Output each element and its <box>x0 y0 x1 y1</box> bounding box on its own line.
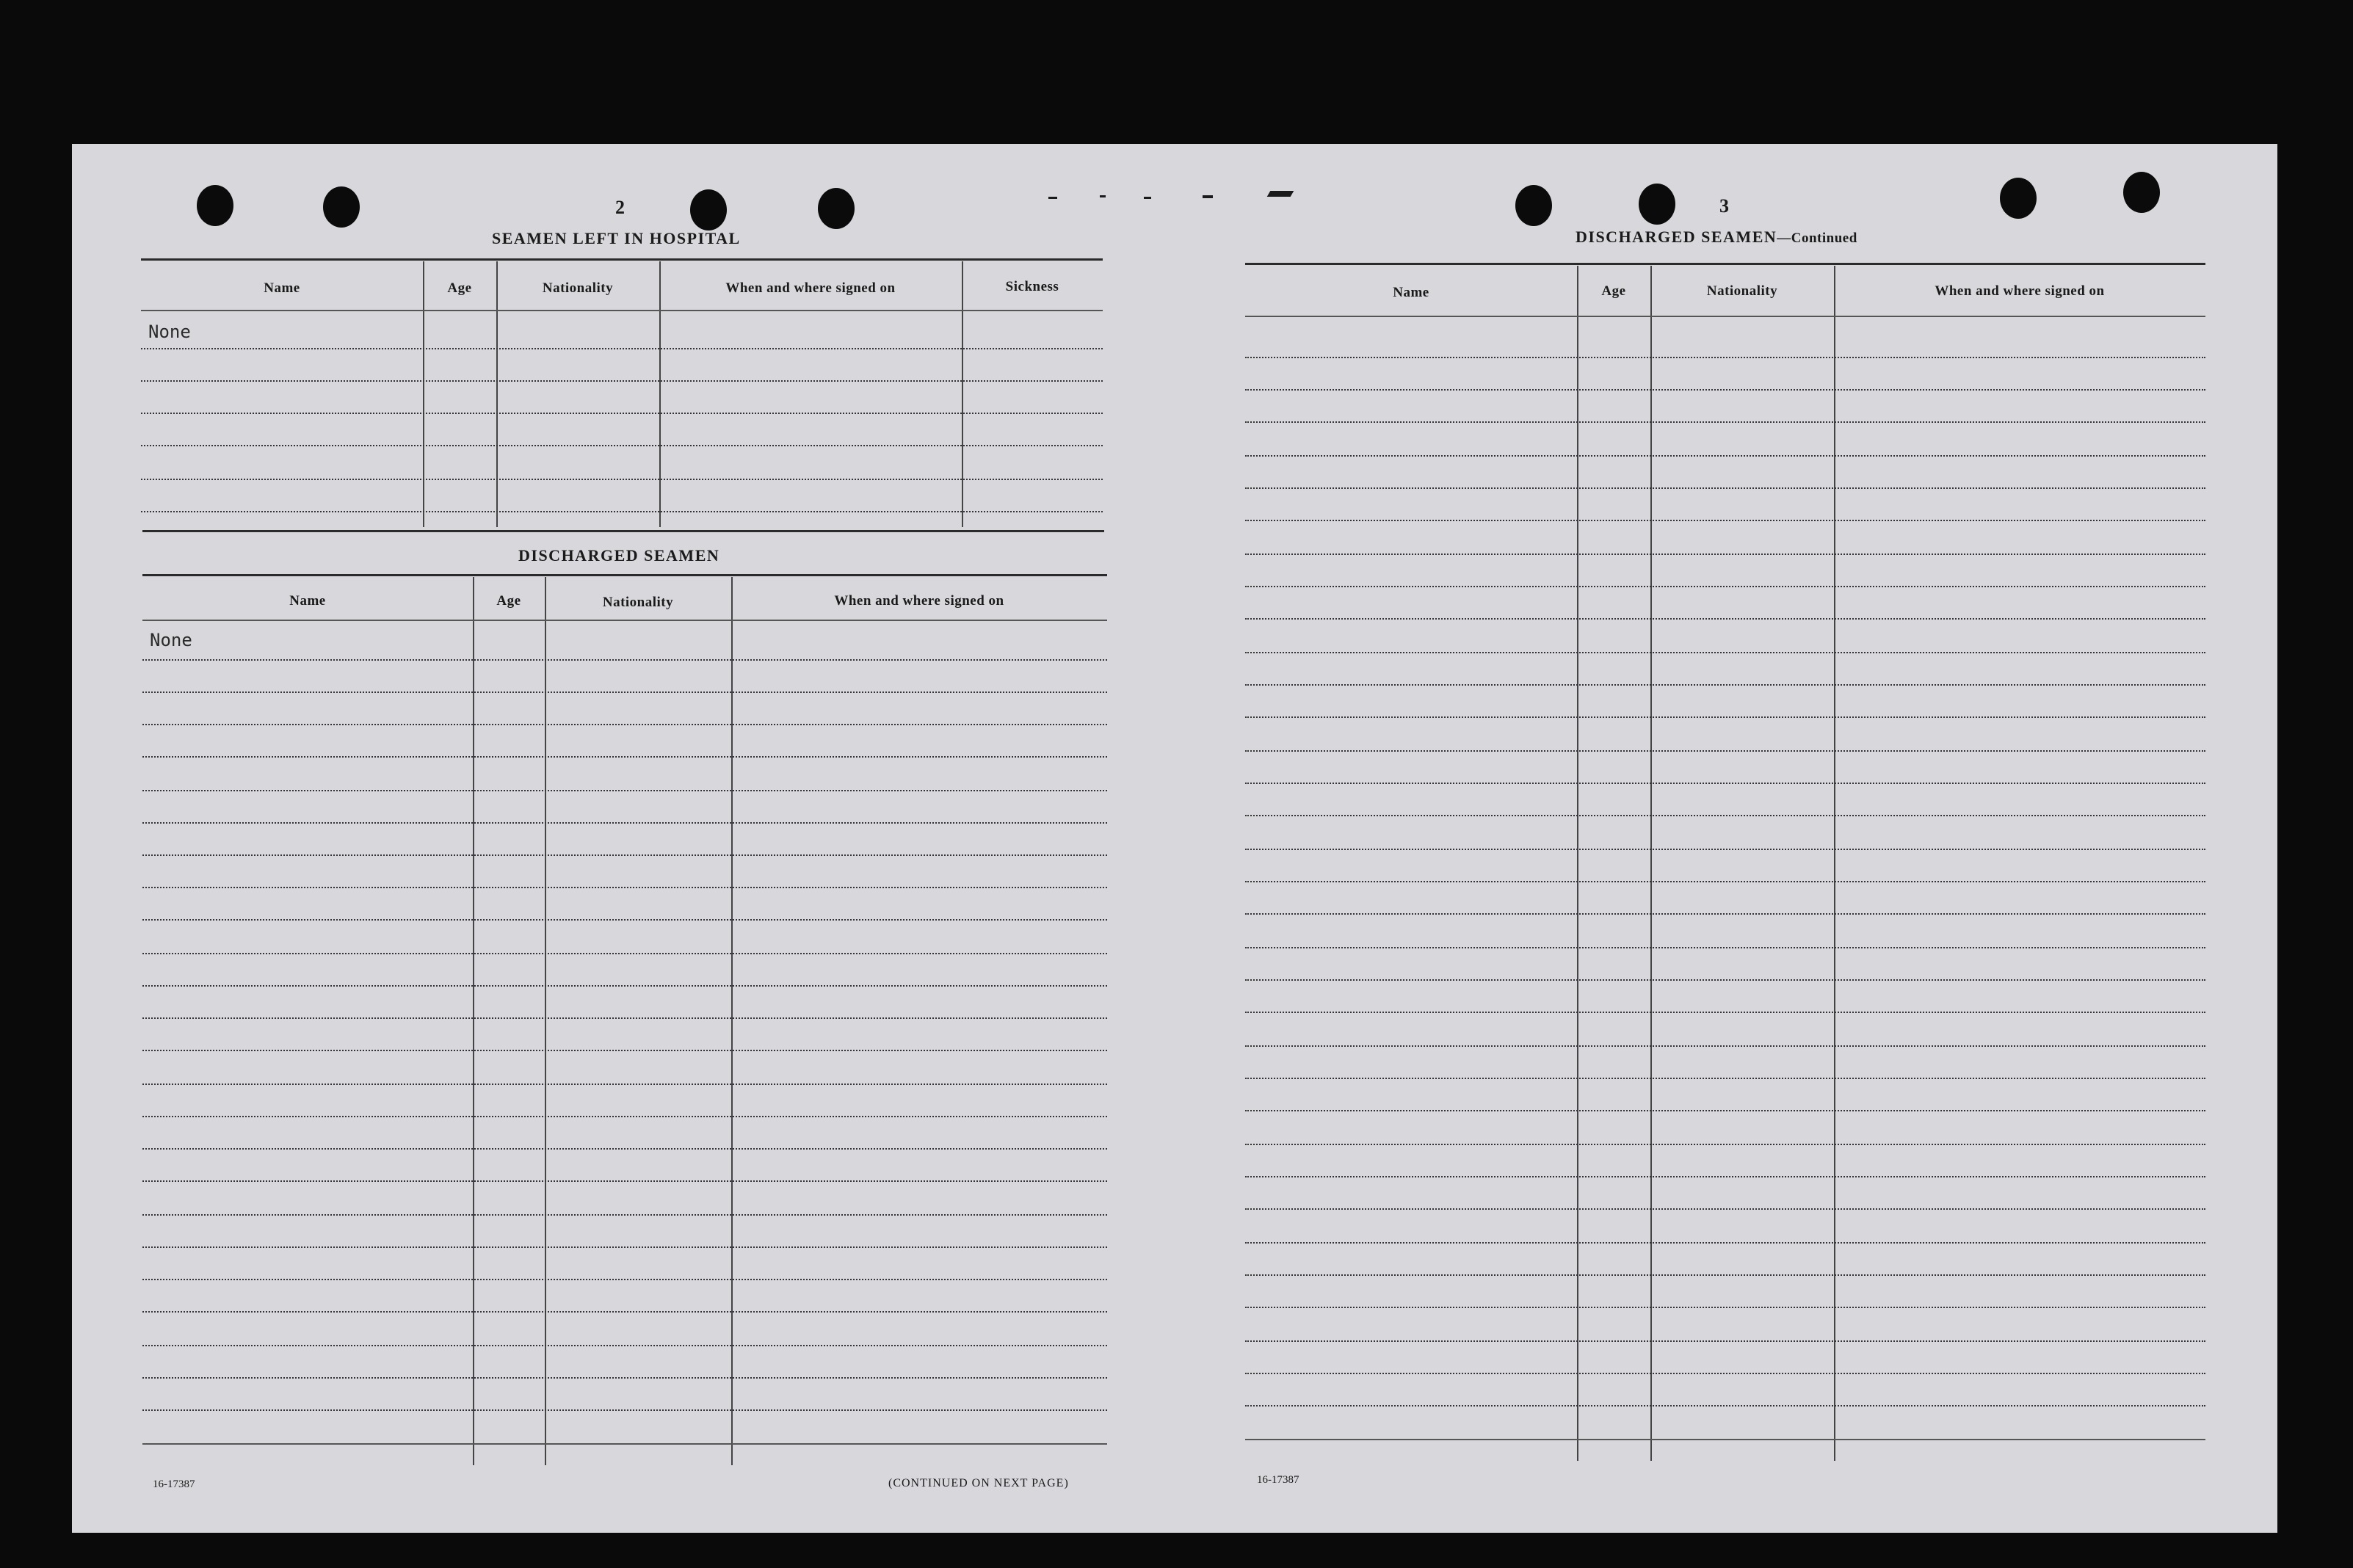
column-header: Name <box>1393 285 1429 300</box>
row-line <box>1245 553 2205 555</box>
row-line <box>1245 684 2205 686</box>
column-divider <box>731 577 733 1465</box>
row-line <box>142 1246 1107 1248</box>
row-line <box>1245 1405 2205 1407</box>
column-header: When and where signed on <box>1935 283 2105 299</box>
row-line <box>141 380 1103 382</box>
row-line <box>1245 716 2205 718</box>
row-line <box>1245 979 2205 981</box>
column-divider <box>659 261 661 527</box>
column-divider <box>1577 266 1578 1461</box>
row-line <box>1245 750 2205 752</box>
continued-note: (CONTINUED ON NEXT PAGE) <box>888 1477 1069 1489</box>
name-entry: None <box>148 322 191 342</box>
row-line <box>142 1443 1107 1445</box>
row-line <box>142 854 1107 856</box>
row-line <box>1245 455 2205 457</box>
punch-hole <box>818 188 855 229</box>
divider <box>142 530 1104 532</box>
section-title <box>1576 228 1857 247</box>
punch-hole <box>323 186 360 228</box>
row-line <box>141 348 1103 349</box>
row-line <box>1245 849 2205 850</box>
row-line <box>141 445 1103 446</box>
section-title: DISCHARGED SEAMEN <box>518 546 720 565</box>
ink-mark <box>1048 197 1057 199</box>
row-line <box>141 511 1103 512</box>
divider <box>142 574 1107 576</box>
column-header: Sickness <box>1005 279 1059 294</box>
row-line <box>1245 586 2205 587</box>
row-line <box>142 822 1107 824</box>
ink-mark <box>1100 195 1106 197</box>
column-header: Nationality <box>602 595 674 610</box>
column-header: When and where signed on <box>834 593 1004 609</box>
column-divider <box>496 261 498 527</box>
row-line <box>1245 1110 2205 1111</box>
row-line <box>1245 652 2205 653</box>
form-number: 16-17387 <box>153 1478 195 1490</box>
row-line <box>1245 783 2205 784</box>
header-separator <box>141 310 1103 311</box>
column-header: Nationality <box>1706 283 1778 299</box>
row-line <box>1245 1340 2205 1342</box>
row-line <box>142 1409 1107 1411</box>
column-header: When and where signed on <box>725 280 896 296</box>
punch-hole <box>2000 178 2037 219</box>
row-line <box>1245 815 2205 816</box>
punch-hole <box>197 185 233 226</box>
punch-hole <box>1639 184 1675 225</box>
row-line <box>1245 1176 2205 1177</box>
row-line <box>142 985 1107 987</box>
column-divider <box>962 261 963 527</box>
form-number: 16-17387 <box>1257 1474 1299 1486</box>
row-line <box>1245 357 2205 358</box>
punch-hole <box>690 189 727 231</box>
row-line <box>1245 1242 2205 1244</box>
row-line <box>142 953 1107 954</box>
column-divider <box>1650 266 1652 1461</box>
row-line <box>1245 1274 2205 1276</box>
row-line <box>1245 487 2205 489</box>
row-line <box>1245 1045 2205 1047</box>
row-line <box>1245 1307 2205 1308</box>
divider <box>1245 263 2205 265</box>
row-line <box>142 1148 1107 1150</box>
row-line <box>142 756 1107 758</box>
row-line <box>1245 913 2205 915</box>
row-line <box>142 1050 1107 1051</box>
row-line <box>142 1084 1107 1085</box>
row-line <box>142 1345 1107 1346</box>
row-line <box>142 1214 1107 1216</box>
page-number: 2 <box>615 197 625 218</box>
row-line <box>1245 618 2205 620</box>
row-line <box>141 479 1103 480</box>
row-line <box>1245 421 2205 423</box>
row-line <box>1245 1439 2205 1440</box>
row-line <box>141 413 1103 414</box>
row-line <box>142 1180 1107 1182</box>
name-entry: None <box>150 630 192 650</box>
row-line <box>142 1377 1107 1379</box>
discharged-continued-table <box>1245 266 2205 1470</box>
row-line <box>1245 947 2205 948</box>
column-header: Name <box>289 593 326 609</box>
row-line <box>142 724 1107 725</box>
column-divider <box>545 577 546 1465</box>
punch-hole <box>1515 185 1552 226</box>
row-line <box>1245 1012 2205 1013</box>
section-title-suffix: —Continued <box>1777 231 1857 246</box>
hospital-table <box>141 261 1103 533</box>
page-number: 3 <box>1719 195 1729 217</box>
row-line <box>142 887 1107 888</box>
column-header: Age <box>1601 283 1626 299</box>
section-title: SEAMEN LEFT IN HOSPITAL <box>492 229 741 247</box>
ink-mark <box>1203 195 1213 198</box>
header-separator <box>142 620 1107 621</box>
punch-hole <box>2123 172 2160 213</box>
row-line <box>142 919 1107 921</box>
row-line <box>1245 389 2205 391</box>
row-line <box>1245 1144 2205 1145</box>
row-line <box>1245 1373 2205 1374</box>
discharged-table <box>142 577 1107 1465</box>
row-line <box>142 1279 1107 1280</box>
column-divider <box>1834 266 1835 1461</box>
document-sheet <box>72 144 2277 1533</box>
row-line <box>142 692 1107 693</box>
section-title-text: DISCHARGED SEAMEN <box>1576 228 1777 246</box>
divider <box>141 258 1103 261</box>
column-header: Nationality <box>542 280 614 296</box>
row-line <box>142 790 1107 791</box>
header-separator <box>1245 316 2205 317</box>
row-line <box>1245 1078 2205 1079</box>
row-line <box>142 1116 1107 1117</box>
row-line <box>142 659 1107 661</box>
column-header: Name <box>264 280 300 296</box>
row-line <box>1245 520 2205 521</box>
ink-mark <box>1144 197 1151 199</box>
column-divider <box>423 261 424 527</box>
column-header: Age <box>496 593 521 609</box>
row-line <box>1245 881 2205 882</box>
ink-mark <box>1267 191 1294 197</box>
column-header: Age <box>447 280 472 296</box>
row-line <box>142 1017 1107 1019</box>
column-divider <box>473 577 474 1465</box>
row-line <box>142 1311 1107 1313</box>
row-line <box>1245 1208 2205 1210</box>
